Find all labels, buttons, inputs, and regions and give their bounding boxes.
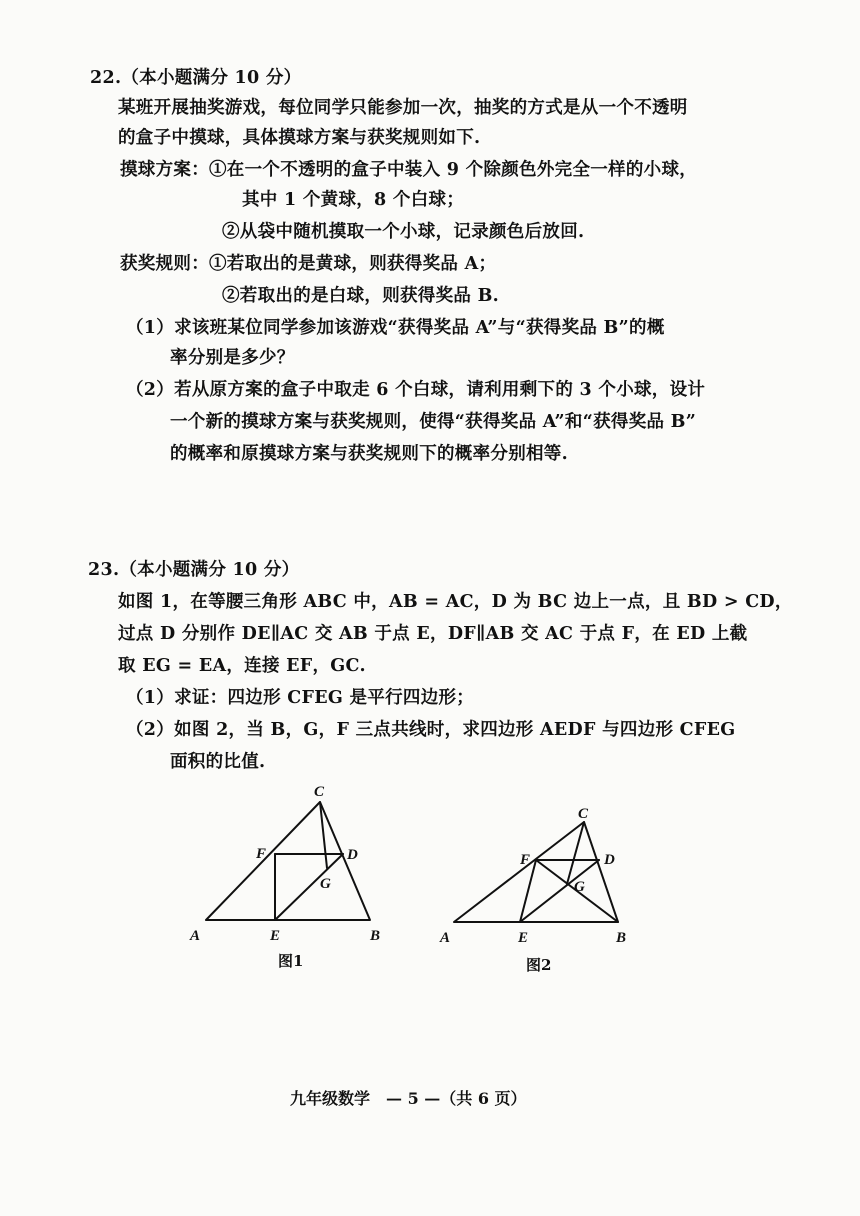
q22-plan-1-cont: 其中 1 个黄球，8 个白球； [242, 190, 465, 210]
fig2-label-d: D [604, 852, 615, 868]
q22-rule-2: ②若取出的是白球，则获得奖品 B. [222, 286, 500, 306]
fig2-label-e: E [518, 930, 529, 946]
q23-intro-line-2: 过点 D 分别作 DE∥AC 交 AB 于点 E，DF∥AB 交 AC 于点 F，在 ED 上截 [118, 624, 748, 644]
fig2-label-f: F [520, 852, 531, 868]
q22-intro-line-2: 的盒子中摸球，具体摸球方案与获奖规则如下. [118, 128, 481, 148]
q22-plan-1: 摸球方案：①在一个不透明的盒子中装入 9 个除颜色外完全一样的小球， [120, 160, 698, 180]
q23-part-2-line-2: 面积的比值. [170, 752, 266, 772]
q22-part-2-line-2: 一个新的摸球方案与获奖规则，使得“获得奖品 A”和“获得奖品 B” [170, 412, 697, 432]
q22-part-2-line-1: （2）若从原方案的盒子中取走 6 个白球，请利用剩下的 3 个小球，设计 [126, 380, 706, 400]
q22-part-1-line-1: （1）求该班某位同学参加该游戏“获得奖品 A”与“获得奖品 B”的概 [126, 318, 665, 338]
triangle-abc [206, 802, 370, 920]
q22-plan-2: ②从袋中随机摸取一个小球，记录颜色后放回. [222, 222, 585, 242]
q22-part-1-line-2: 率分别是多少？ [170, 348, 295, 368]
fig2-label-b: B [616, 930, 627, 946]
fig1-label-f: F [256, 846, 267, 862]
fig1-label-b: B [370, 928, 381, 944]
fig1-label-a: A [190, 928, 201, 944]
triangle-abc [454, 822, 618, 922]
q23-part-2-line-1: （2）如图 2，当 B，G，F 三点共线时，求四边形 AEDF 与四边形 CFEG [126, 720, 736, 740]
q22-header: 22.（本小题满分 10 分） [90, 68, 302, 88]
segment-ed [275, 854, 343, 920]
q23-intro-line-3: 取 EG = EA，连接 EF，GC. [118, 656, 366, 676]
figure-2-caption: 图2 [526, 956, 552, 974]
segment-ed [520, 860, 599, 922]
q23-intro-line-1: 如图 1，在等腰三角形 ABC 中，AB = AC，D 为 BC 边上一点，且 BD > CD， [118, 592, 793, 612]
fig1-label-d: D [347, 847, 358, 863]
q22-part-2-line-3: 的概率和原摸球方案与获奖规则下的概率分别相等. [170, 444, 568, 464]
q23-part-1: （1）求证：四边形 CFEG 是平行四边形； [126, 688, 475, 708]
fig1-label-c: C [314, 784, 325, 800]
figure-1-caption: 图1 [278, 952, 304, 970]
page-footer: 九年级数学 — 5 —（共 6 页） [290, 1089, 527, 1108]
q22-rule-1: 获奖规则：①若取出的是黄球，则获得奖品 A； [120, 254, 497, 274]
fig1-label-g: G [320, 876, 331, 892]
fig1-label-e: E [270, 928, 281, 944]
figure-1-diagram [180, 780, 400, 950]
figure-2-diagram [436, 798, 646, 948]
fig2-label-a: A [440, 930, 451, 946]
fig2-label-g: G [574, 879, 585, 895]
q23-header: 23.（本小题满分 10 分） [88, 560, 300, 580]
q22-intro-line-1: 某班开展抽奖游戏，每位同学只能参加一次，抽奖的方式是从一个不透明 [118, 98, 688, 118]
fig2-label-c: C [578, 806, 589, 822]
